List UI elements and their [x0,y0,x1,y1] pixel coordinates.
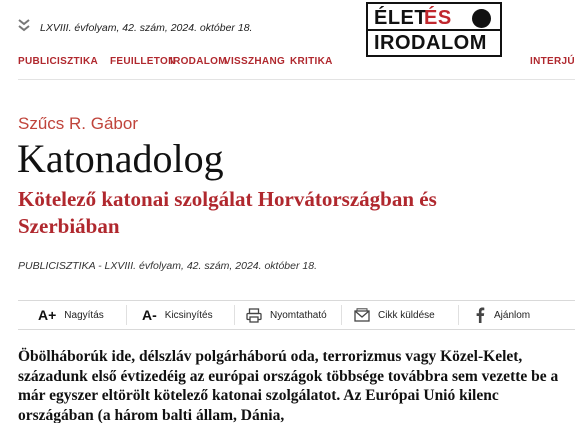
article-title: Katonadolog [17,136,224,181]
article-author[interactable]: Szűcs R. Gábor [18,114,138,133]
nav-item-publicisztika[interactable]: PUBLICISZTIKA [18,56,99,67]
issue-info: LXVIII. évfolyam, 42. szám, 2024. október 18. [40,22,253,34]
recommend-label: Ajánlom [494,309,531,321]
send-label: Cikk küldése [378,309,435,321]
article-lead-paragraph: Öbölháborúk ide, délszláv polgárháború oda, terrorizmus vagy Közel-Kelet, századunk első évtizedéig az európai országok többsége továbbra sem vezette be a már egyszer eltörölt kötelező katonai szolgálatot. Az Európai Unió kilenc országában (a három balti állam, Dánia, [18,348,559,423]
enlarge-text-button[interactable] [38,301,104,329]
nav-item-visszhang[interactable]: VISSZHANG [224,56,286,67]
logo-word-elet: ÉLET [374,7,428,29]
site-logo[interactable] [366,2,502,57]
nav-item-interju[interactable]: INTERJÚ [530,56,575,67]
recommend-button[interactable] [474,301,530,329]
logo-top-row [368,6,500,31]
toolbar-separator [341,305,342,325]
nav-divider [18,79,575,80]
envelope-icon [354,308,370,323]
text-enlarge-icon: A+ [38,307,57,323]
logo-word-irodalom: IRODALOM [374,32,487,54]
printer-icon [246,308,262,323]
nav-item-feuilleton[interactable]: FEUILLETON [110,56,176,67]
logo-dot-icon [472,9,491,28]
send-article-button[interactable] [354,301,435,329]
main-nav [0,56,575,72]
logo-word-es: ÉS [424,7,452,29]
nav-item-irodalom[interactable]: IRODALOM [170,56,227,67]
enlarge-label: Nagyítás [64,309,104,321]
article-toolbar [18,300,575,330]
nav-item-kritika[interactable]: KRITIKA [290,56,333,67]
top-bar [0,0,575,54]
text-shrink-icon: A- [142,307,157,323]
print-button[interactable] [246,301,327,329]
shrink-label: Kicsinyítés [164,309,213,321]
double-chevron-down-icon[interactable] [17,17,31,33]
toolbar-separator [126,305,127,325]
article-subtitle: Kötelező katonai szolgálat Horvátországban és Szerbiában [18,187,437,238]
article-meta: PUBLICISZTIKA - LXVIII. évfolyam, 42. szám, 2024. október 18. [18,260,317,272]
toolbar-separator [458,305,459,325]
shrink-text-button[interactable] [142,301,213,329]
facebook-icon [474,307,486,323]
toolbar-separator [234,305,235,325]
print-label: Nyomtatható [270,309,327,321]
